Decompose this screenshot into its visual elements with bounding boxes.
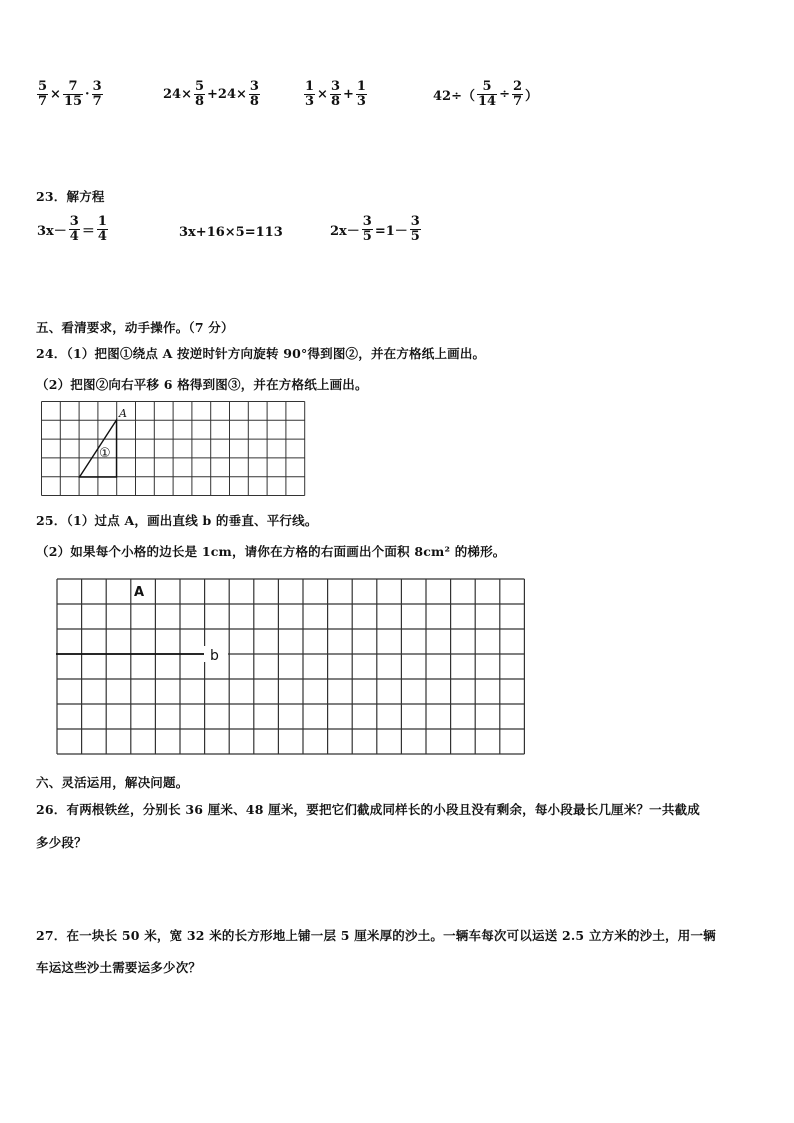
q23-equation-2	[178, 225, 284, 240]
numerator: 1	[305, 79, 315, 94]
fraction	[249, 80, 260, 109]
q27-line2: 车运这些沙土需要运多少次？	[36, 960, 202, 975]
numerator: 3	[249, 79, 259, 94]
denominator: 3	[305, 94, 315, 109]
fraction	[63, 80, 83, 109]
numerator: 3	[92, 79, 102, 94]
fraction	[362, 215, 373, 244]
numerator: 3	[330, 79, 340, 94]
q24-shape-1-label: ①	[99, 446, 111, 461]
q25-part2: （2）如果每个小格的边长是 1cm，请你在方格的右面画出个面积 8cm² 的梯形。	[36, 544, 506, 559]
numerator: 5	[38, 79, 48, 94]
fraction	[477, 80, 497, 109]
expression-text: ·	[85, 87, 90, 102]
denominator: 7	[512, 94, 523, 109]
fraction	[304, 80, 315, 109]
q23-equation-1	[36, 215, 109, 244]
numerator: 5	[194, 79, 205, 94]
numerator: 5	[482, 79, 492, 94]
q24-part2: （2）把图②向右平移 6 格得到图③，并在方格纸上画出。	[36, 377, 368, 392]
q23-equation-3	[329, 215, 422, 244]
fraction	[356, 80, 367, 109]
q24-part1: 24．（1）把图①绕点 A 按逆时针方向旋转 90°得到图②，并在方格纸上画出。	[36, 346, 486, 361]
q25-grid-svg	[56, 578, 525, 757]
expression-text: +	[343, 87, 354, 102]
fraction	[37, 80, 48, 109]
expression-text: 3x+16×5=113	[179, 225, 283, 240]
q25-grid[interactable]	[56, 578, 525, 757]
numerator: 1	[97, 214, 107, 229]
denominator: 8	[194, 94, 205, 109]
numerator: 7	[68, 79, 78, 94]
expression-text: 42÷（	[433, 89, 475, 104]
q23-title: 23．解方程	[36, 189, 105, 204]
numerator: 3	[69, 214, 79, 229]
expression-text: ×	[317, 87, 328, 102]
expression-text: ）	[525, 89, 539, 104]
expression-text: ×	[50, 87, 61, 102]
denominator: 8	[330, 94, 340, 109]
q25-point-a-label: A	[134, 585, 145, 600]
section5-title: 五、看清要求，动手操作。（7 分）	[36, 320, 234, 335]
numerator: 3	[410, 214, 420, 229]
denominator: 7	[92, 94, 102, 109]
expression-text: 3x－	[37, 224, 67, 239]
q24-point-a-label: A	[119, 407, 127, 420]
numerator: 1	[356, 79, 366, 94]
expression-text: ＝	[81, 224, 95, 239]
expression-text: =1－	[374, 224, 408, 239]
denominator: 5	[362, 229, 372, 244]
section6-title: 六、灵活运用，解决问题。	[36, 775, 189, 790]
calc-expr-1	[36, 80, 104, 109]
fraction	[97, 215, 108, 244]
denominator: 4	[97, 229, 107, 244]
q26-line2: 多少段？	[36, 835, 87, 850]
q25-part1: 25．（1）过点 A，画出直线 b 的垂直、平行线。	[36, 513, 318, 528]
q25-line-b-label: b	[210, 648, 219, 664]
denominator: 15	[63, 94, 83, 109]
expression-text: 2x－	[330, 224, 360, 239]
fraction	[410, 215, 421, 244]
calc-expr-3	[303, 80, 368, 109]
numerator: 2	[512, 79, 523, 94]
denominator: 7	[38, 94, 48, 109]
fraction	[512, 80, 523, 109]
expression-text: 24×	[163, 87, 192, 102]
fraction	[69, 215, 80, 244]
fraction	[330, 80, 341, 109]
q24-grid[interactable]	[41, 401, 307, 497]
numerator: 3	[362, 214, 372, 229]
calc-expr-2	[162, 80, 261, 109]
denominator: 5	[410, 229, 420, 244]
fraction	[194, 80, 205, 109]
calc-expr-4	[432, 80, 539, 109]
q24-grid-svg	[41, 401, 307, 497]
expression-text: +24×	[207, 87, 247, 102]
expression-text: ÷	[499, 87, 510, 102]
q27-line1: 27．在一块长 50 米，宽 32 米的长方形地上铺一层 5 厘米厚的沙土。一辆车每次可以运送 2.5 立方米的沙土，用一辆	[36, 928, 716, 943]
denominator: 14	[477, 94, 497, 109]
denominator: 3	[356, 94, 366, 109]
q26-line1: 26．有两根铁丝，分别长 36 厘米、48 厘米，要把它们截成同样长的小段且没有剩余，每小段最长几厘米？一共截成	[36, 802, 700, 817]
denominator: 8	[249, 94, 259, 109]
denominator: 4	[69, 229, 79, 244]
fraction	[92, 80, 103, 109]
